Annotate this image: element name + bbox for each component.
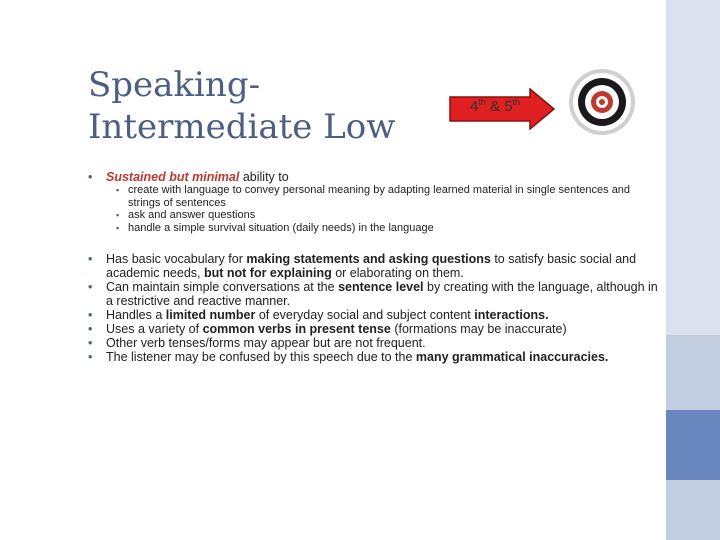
sub-bullet-item: ▪ ask and answer questions [116, 209, 256, 221]
lead-emphasis: Sustained but minimal [106, 170, 240, 184]
sub-bullet-text: create with language to convey personal meaning by adapting learned material in single sentences and strings of sentences [128, 184, 631, 209]
content-body [88, 170, 658, 364]
sidebar-block [666, 480, 720, 540]
grade-number: 5 [504, 98, 513, 115]
title-line-2: Intermediate Low [88, 107, 396, 147]
grade-suffix: th [478, 97, 486, 107]
grade-separator: & [485, 98, 505, 115]
bullseye-target-icon [568, 68, 636, 136]
sub-bullet-item: ▪ handle a simple survival situation (daily needs) in the language [116, 221, 434, 234]
grade-label [470, 97, 520, 115]
bullet-item: • Handles a limited number of everyday social and subject content interactions. [88, 308, 549, 322]
bullet-item: • The listener may be confused by this speech due to the many grammatical inaccuracies. [88, 350, 609, 364]
sidebar-block [666, 410, 720, 480]
sub-bullet-item: ▪ create with language to convey personal meaning by adapting learned material in single sentences and strings of sentences [116, 184, 631, 209]
grade-suffix: th [512, 97, 521, 107]
bullet-item: • Uses a variety of common verbs in present tense (formations may be inaccurate) [88, 322, 567, 336]
bullet-item: • Has basic vocabulary for making statements and asking questions to satisfy basic social and academic needs, but not for explaining or elaborating on them. [88, 252, 637, 280]
grade-number: 4 [470, 98, 479, 115]
bullet-item: • Sustained but minimal ability to [88, 170, 289, 184]
sidebar-block [666, 335, 720, 410]
sub-bullet-text: ask and answer questions [128, 209, 256, 221]
bullet-item: • Other verb tenses/forms may appear but are not frequent. [88, 336, 426, 350]
decorative-sidebar [666, 0, 720, 540]
sub-bullet-text: handle a simple survival situation (daily needs) in the language [128, 221, 434, 234]
slide-title [88, 64, 395, 148]
sidebar-block [666, 0, 720, 335]
title-line-1: Speaking- [88, 65, 261, 105]
lead-text: ability to [239, 170, 289, 184]
bullet-item: • Can maintain simple conversations at the sentence level by creating with the language, although in a restrictive and reactive manner. [88, 280, 658, 308]
